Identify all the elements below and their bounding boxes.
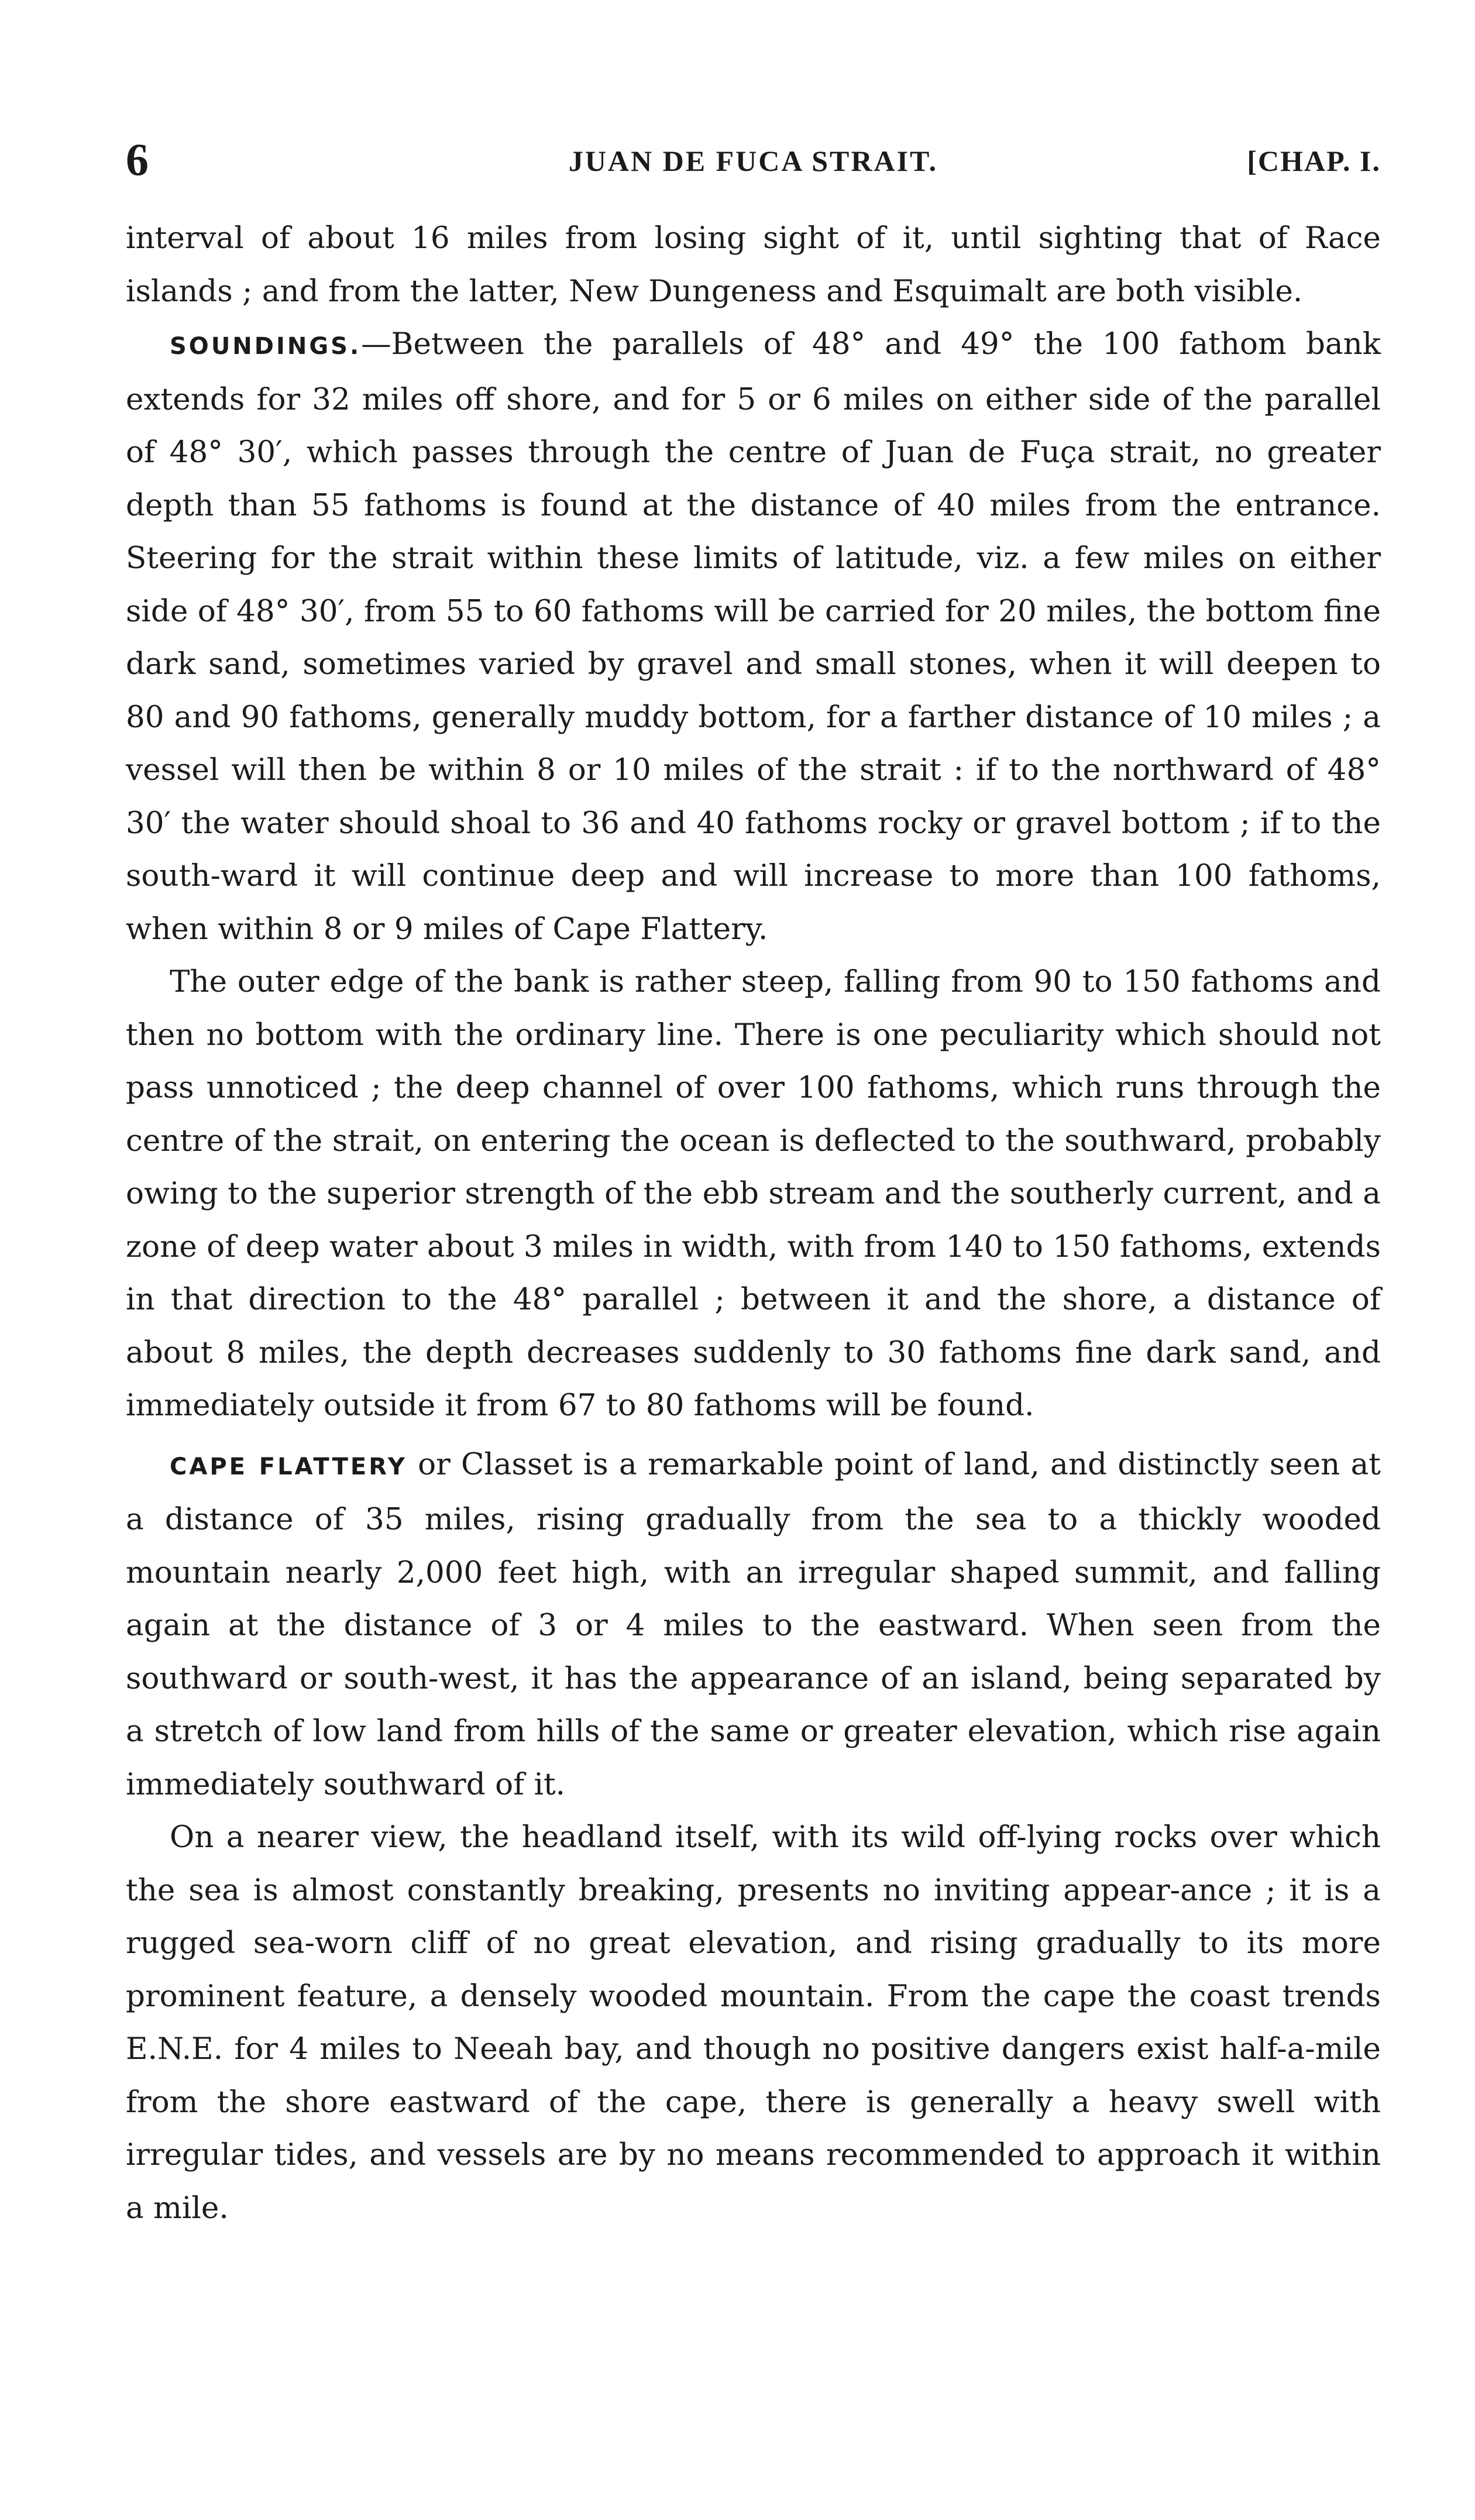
book-page [126, 128, 1381, 2234]
paragraph-text: interval of about 16 miles from losing sight of it, until sighting that of Race islands ; and from the latter, New Dungeness and Esquimalt are both visible. [126, 221, 1381, 309]
paragraph-text: —Between the parallels of 48° and 49° the 100 fathom bank extends for 32 miles off shore, and for 5 or 6 miles on either side of the parallel of 48° 30′, which passes through the centre of Juan de Fuça strait, no greater depth than 55 fathoms is found at the distance of 40 miles from the entrance. Steering for the strait within these limits of latitude, viz. a few miles on either side of 48° 30′, from 55 to 60 fathoms will be carried for 20 miles, the bottom fine dark sand, sometimes varied by gravel and small stones, when it will deepen to 80 and 90 fathoms, generally muddy bottom, for a farther distance of 10 miles ; a vessel will then be within 8 or 10 miles of the strait : if to the northward of 48° 30′ the water should shoal to 36 and 40 fathoms rocky or gravel bottom ; if to the south-ward it will continue deep and will increase to more than 100 fathoms, when within 8 or 9 miles of Cape Flattery. [126, 326, 1381, 947]
page-body [126, 212, 1381, 2234]
paragraph-nearer-view [126, 1811, 1381, 2234]
paragraph-continuation [126, 212, 1381, 318]
paragraph-cape-flattery [126, 1438, 1381, 1811]
running-head [126, 128, 1381, 192]
paragraph-text: The outer edge of the bank is rather steep, falling from 90 to 150 fathoms and then no bottom with the ordinary line. There is one peculiarity which should not pass unnoticed ; the deep channel of over 100 fathoms, which runs through the centre of the strait, on entering the ocean is deflected to the southward, probably owing to the superior strength of the ebb stream and the southerly current, and a zone of deep water about 3 miles in width, with from 140 to 150 fathoms, extends in that direction to the 48° parallel ; between it and the shore, a distance of about 8 miles, the depth decreases suddenly to 30 fathoms fine dark sand, and immediately outside it from 67 to 80 fathoms will be found. [126, 964, 1381, 1423]
section-heading-soundings: SOUNDINGS. [170, 333, 362, 360]
paragraph-text: On a nearer view, the headland itself, with its wild off-lying rocks over which the sea is almost constantly breaking, presents no inviting appear-ance ; it is a rugged sea-worn cliff of no great elevation, and rising gradually to its more prominent feature, a densely wooded mountain. From the cape the coast trends E.N.E. for 4 miles to Neeah bay, and though no positive dangers exist half-a-mile from the shore eastward of the cape, there is generally a heavy swell with irregular tides, and vessels are by no means recommended to approach it within a mile. [126, 1820, 1381, 2226]
chapter-marker: [CHAP. I. [1247, 145, 1381, 177]
paragraph-text: or Classet is a remarkable point of land, and distinctly seen at a distance of 35 miles, rising gradually from the sea to a thickly wooded mountain nearly 2,000 feet high, with an irregular shaped summit, and falling again at the distance of 3 or 4 miles to the eastward. When seen from the southward or south-west, it has the appearance of an island, being separated by a stretch of low land from hills of the same or greater elevation, which rise again immediately southward of it. [126, 1446, 1381, 1802]
paragraph-outer-edge [126, 955, 1381, 1432]
paragraph-soundings [126, 318, 1381, 955]
running-title: JUAN DE FUCA STRAIT. [568, 145, 938, 177]
page-number: 6 [126, 134, 149, 185]
section-heading-cape-flattery: CAPE FLATTERY [170, 1453, 407, 1480]
